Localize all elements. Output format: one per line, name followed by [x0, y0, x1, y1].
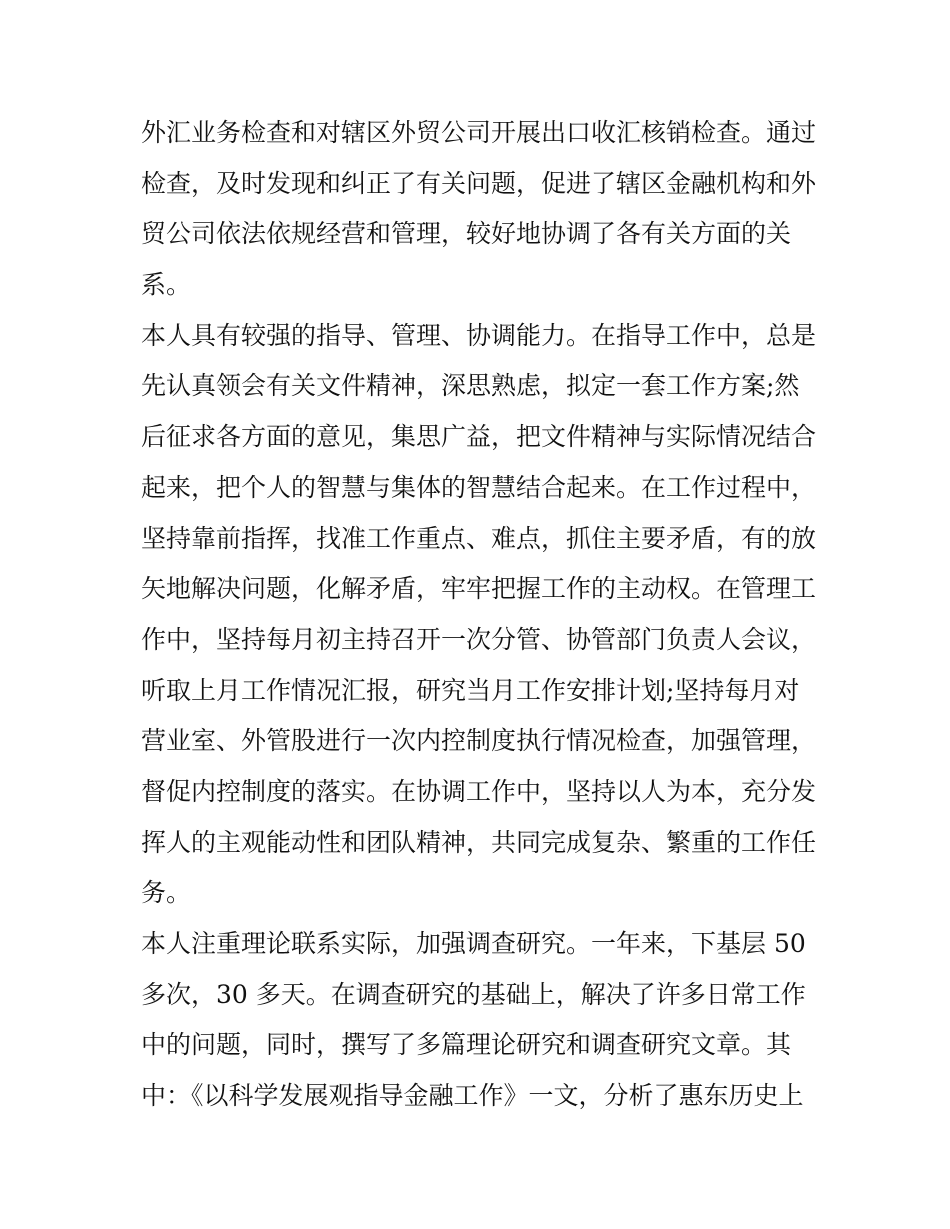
body-text — [141, 108, 821, 1122]
text-line-9: 坚持靠前指挥，找准工作重点、难点，抓住主要矛盾，有的放 — [141, 523, 817, 553]
text-line-10: 矢地解决问题，化解矛盾，牢牢把握工作的主动权。在管理工 — [141, 574, 817, 604]
text-line-15: 挥人的主观能动性和团队精神，共同完成复杂、繁重的工作任 — [141, 827, 817, 857]
text-line-1: 外汇业务检查和对辖区外贸公司开展出口收汇核销检查。通过 — [141, 118, 817, 147]
text-line-11: 作中，坚持每月初主持召开一次分管、协管部门负责人会议， — [141, 624, 817, 654]
text-line-8: 起来，把个人的智慧与集体的智慧结合起来。在工作过程中， — [141, 472, 817, 502]
text-line-14: 督促内控制度的落实。在协调工作中，坚持以人为本，充分发 — [141, 776, 817, 806]
text-line-7: 后征求各方面的意见，集思广益，把文件精神与实际情况结合 — [141, 422, 817, 452]
text-line-20: 中：《以科学发展观指导金融工作》一文，分析了惠东历史上 — [141, 1081, 804, 1111]
text-line-2: 检查，及时发现和纠正了有关问题，促进了辖区金融机构和外 — [141, 168, 817, 198]
text-line-13: 营业室、外管股进行一次内控制度执行情况检查，加强管理， — [141, 726, 817, 756]
text-line-3: 贸公司依法依规经营和管理，较好地协调了各有关方面的关 — [141, 219, 792, 249]
text-line-6: 先认真领会有关文件精神，深思熟虑，拟定一套工作方案;然 — [141, 371, 800, 401]
text-line-12: 听取上月工作情况汇报，研究当月工作安排计划;坚持每月对 — [141, 675, 800, 705]
text-line-17: 本人注重理论联系实际，加强调查研究。一年来，下基层 50 — [141, 929, 806, 958]
text-line-18: 多次，30 多天。在调查研究的基础上，解决了许多日常工作 — [141, 979, 806, 1009]
text-line-4: 系。 — [141, 270, 192, 300]
text-line-5: 本人具有较强的指导、管理、协调能力。在指导工作中，总是 — [141, 320, 817, 350]
text-line-16: 务。 — [141, 878, 192, 908]
text-line-19: 中的问题，同时，撰写了多篇理论研究和调查研究文章。其 — [141, 1030, 792, 1060]
